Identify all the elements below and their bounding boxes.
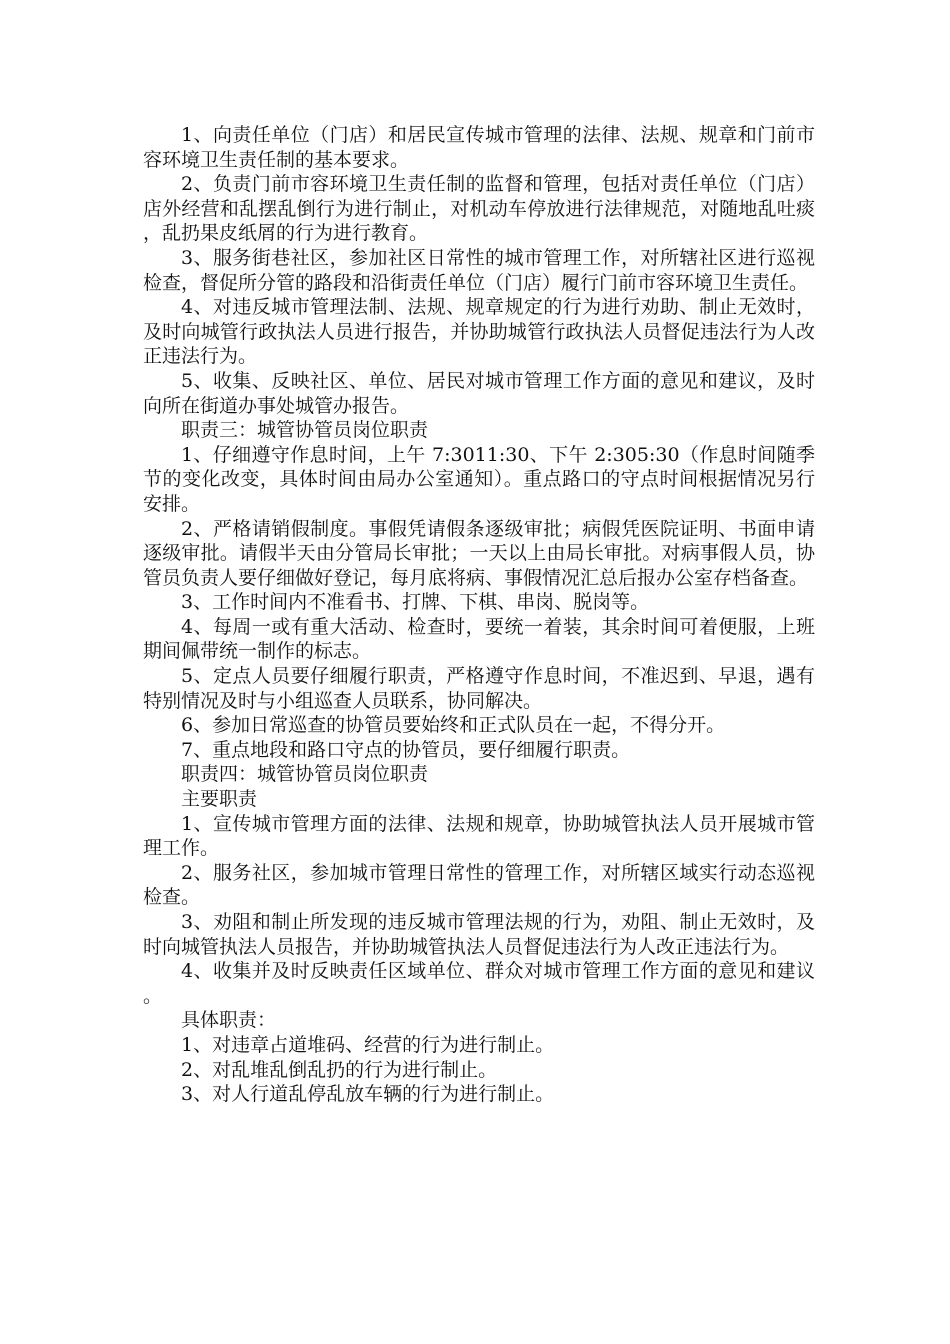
paragraph: 3、对人行道乱停乱放车辆的行为进行制止。 (181, 1083, 555, 1106)
document-body (143, 123, 815, 1107)
paragraph: 7、重点地段和路口守点的协管员，要仔细履行职责。 (181, 738, 631, 761)
paragraph: 4、每周一或有重大活动、检查时，要统一着装，其余时间可着便服，上班期间佩带统一制作的标志。 (143, 615, 815, 663)
section-heading: 职责三：城管协管员岗位职责 (181, 419, 429, 442)
paragraph: 2、严格请销假制度。事假凭请假条逐级审批；病假凭医院证明、书面申请逐级审批。请假半天由分管局长审批；一天以上由局长审批。对病事假人员，协管员负责人要仔细做好登记，每月底将病、事假情况汇总后报办公室存档备查。 (143, 517, 815, 589)
paragraph: 1、仔细遵守作息时间，上午 7:3011:30、下午 2:305:30（作息时间随季节的变化改变，具体时间由局办公室通知）。重点路口的守点时间根据情况另行安排。 (143, 443, 815, 515)
paragraph: 3、劝阻和制止所发现的违反城市管理法规的行为，劝阻、制止无效时，及时向城管执法人员报告，并协助城管执法人员督促违法行为人改正违法行为。 (143, 911, 815, 958)
subsection-heading: 主要职责 (181, 788, 258, 811)
paragraph: 1、对违章占道堆码、经营的行为进行制止。 (181, 1033, 555, 1056)
paragraph: 3、工作时间内不准看书、打牌、下棋、串岗、脱岗等。 (181, 591, 650, 614)
paragraph: 4、对违反城市管理法制、法规、规章规定的行为进行劝助、制止无效时，及时向城管行政执法人员进行报告，并协助城管行政执法人员督促违法行为人改正违法行为。 (143, 296, 815, 368)
paragraph: 1、宣传城市管理方面的法律、法规和规章，协助城管执法人员开展城市管理工作。 (143, 812, 815, 860)
paragraph: 3、服务街巷社区，参加社区日常性的城市管理工作，对所辖社区进行巡视检查，督促所分管的路段和沿街责任单位（门店）履行门前市容环境卫生责任。 (143, 246, 815, 294)
paragraph: 6、参加日常巡查的协管员要始终和正式队员在一起，不得分开。 (181, 714, 726, 737)
paragraph: 2、对乱堆乱倒乱扔的行为进行制止。 (181, 1058, 498, 1081)
paragraph: 5、收集、反映社区、单位、居民对城市管理工作方面的意见和建议，及时向所在街道办事处城管办报告。 (143, 369, 815, 417)
paragraph: 5、定点人员要仔细履行职责，严格遵守作息时间，不准迟到、早退，遇有特别情况及时与小组巡查人员联系，协同解决。 (143, 665, 815, 712)
paragraph: 1、向责任单位（门店）和居民宣传城市管理的法律、法规、规章和门前市容环境卫生责任制的基本要求。 (143, 124, 815, 171)
paragraph: 4、收集并及时反映责任区域单位、群众对城市管理工作方面的意见和建议。 (143, 960, 815, 1007)
section-heading: 职责四：城管协管员岗位职责 (181, 763, 429, 786)
subsection-heading: 具体职责： (181, 1009, 277, 1032)
paragraph: 2、负责门前市容环境卫生责任制的监督和管理，包括对责任单位（门店）店外经营和乱摆乱倒行为进行制止，对机动车停放进行法律规范，对随地乱吐痰，乱扔果皮纸屑的行为进行教育。 (143, 173, 815, 245)
paragraph: 2、服务社区，参加城市管理日常性的管理工作，对所辖区域实行动态巡视检查。 (143, 861, 815, 909)
